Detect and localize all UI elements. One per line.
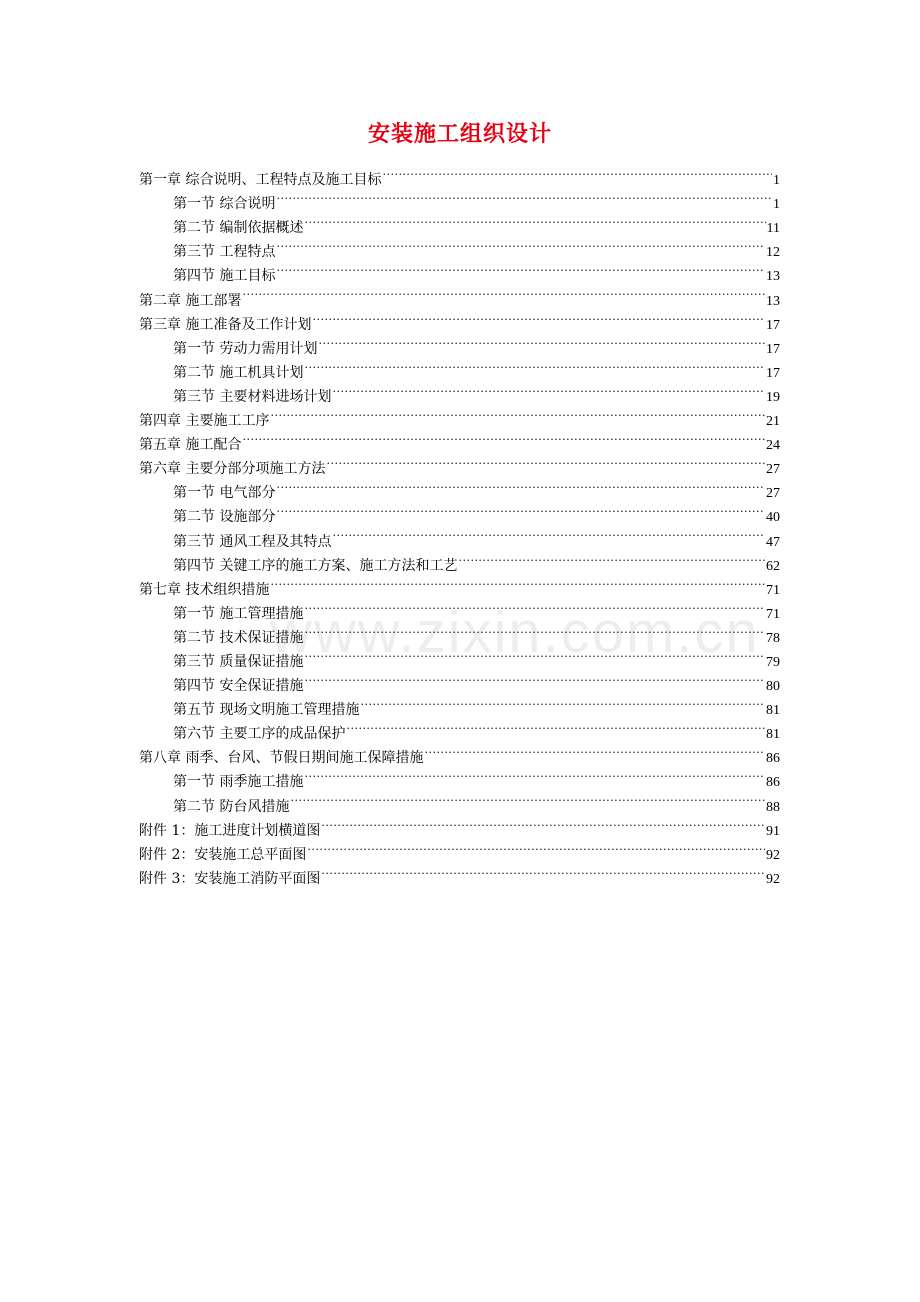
toc-page-number: 1 [773, 197, 780, 213]
toc-entry-title: 附件 3：安装施工消防平面图 [139, 870, 321, 887]
toc-page-number: 81 [766, 703, 780, 719]
toc-page-number: 13 [766, 293, 780, 309]
toc-dot-leader [270, 401, 765, 425]
table-of-contents [139, 160, 780, 887]
toc-page-number: 19 [766, 389, 780, 405]
toc-dot-leader [276, 497, 765, 521]
toc-entry-title: 第一节 雨季施工措施 [173, 774, 304, 791]
toc-chapter-entry[interactable] [139, 160, 780, 189]
toc-entry-title: 第二节 设施部分 [173, 509, 276, 526]
toc-dot-leader [321, 811, 765, 835]
toc-page-number: 91 [766, 823, 780, 839]
toc-entry-title: 第一节 综合说明 [173, 196, 276, 213]
toc-page-number: 79 [766, 654, 780, 670]
toc-page-number: 17 [766, 365, 780, 381]
watermark: www.zixin.com.cn [270, 600, 760, 665]
toc-dot-leader [270, 570, 765, 594]
toc-page-number: 11 [766, 221, 780, 237]
toc-entry-title: 第四章 主要施工工序 [139, 413, 270, 430]
toc-dot-leader [304, 762, 765, 786]
toc-entry-title: 第二节 编制依据概述 [173, 220, 304, 237]
toc-dot-leader [326, 449, 765, 473]
toc-dot-leader [458, 546, 765, 570]
toc-entry-title: 第三章 施工准备及工作计划 [139, 316, 312, 333]
toc-dot-leader [276, 256, 765, 280]
toc-dot-leader [332, 521, 765, 545]
toc-dot-leader [242, 425, 765, 449]
toc-entry-title: 第一节 电气部分 [173, 485, 276, 502]
toc-page-number: 71 [766, 606, 780, 622]
toc-page-number: 27 [766, 486, 780, 502]
toc-entry-title: 第四节 施工目标 [173, 268, 276, 285]
toc-page-number: 86 [766, 775, 780, 791]
toc-page-number: 24 [766, 438, 780, 454]
toc-entry-title: 第七章 技术组织措施 [139, 581, 270, 598]
toc-page-number: 21 [766, 414, 780, 430]
toc-page-number: 40 [766, 510, 780, 526]
toc-page-number: 86 [766, 751, 780, 767]
toc-page-number: 81 [766, 727, 780, 743]
toc-page-number: 12 [766, 245, 780, 261]
toc-entry-title: 第三节 主要材料进场计划 [173, 388, 332, 405]
toc-entry-title: 第五章 施工配合 [139, 437, 242, 454]
toc-page-number: 62 [766, 558, 780, 574]
toc-entry-title: 第一节 施工管理措施 [173, 605, 304, 622]
toc-entry-title: 第二节 技术保证措施 [173, 629, 304, 646]
toc-dot-leader [424, 738, 765, 762]
toc-entry-title: 第四节 关键工序的施工方案、施工方法和工艺 [173, 557, 458, 574]
toc-dot-leader [318, 329, 765, 353]
toc-page-number: 17 [766, 341, 780, 357]
toc-page-number: 80 [766, 679, 780, 695]
toc-dot-leader [346, 714, 765, 738]
toc-dot-leader [360, 690, 765, 714]
toc-dot-leader [304, 353, 765, 377]
toc-dot-leader [304, 642, 765, 666]
toc-entry-title: 附件 1：施工进度计划横道图 [139, 822, 321, 839]
toc-dot-leader [382, 160, 772, 184]
toc-entry-title: 第一章 综合说明、工程特点及施工目标 [139, 172, 382, 189]
toc-entry-title: 第一节 劳动力需用计划 [173, 340, 318, 357]
toc-dot-leader [332, 377, 765, 401]
toc-entry-title: 第六章 主要分部分项施工方法 [139, 461, 326, 478]
toc-entry-title: 第二节 防台风措施 [173, 798, 290, 815]
toc-dot-leader [276, 232, 765, 256]
toc-dot-leader [276, 473, 765, 497]
toc-dot-leader [242, 280, 765, 304]
toc-dot-leader [307, 835, 765, 859]
toc-page-number: 78 [766, 630, 780, 646]
toc-dot-leader [312, 305, 765, 329]
toc-entry-title: 第四节 安全保证措施 [173, 678, 304, 695]
toc-page-number: 71 [766, 582, 780, 598]
toc-entry-title: 附件 2：安装施工总平面图 [139, 846, 307, 863]
toc-entry-title: 第三节 工程特点 [173, 244, 276, 261]
toc-entry-title: 第二章 施工部署 [139, 292, 242, 309]
toc-page-number: 92 [766, 847, 780, 863]
toc-page-number: 92 [766, 871, 780, 887]
toc-page-number: 1 [773, 173, 780, 189]
toc-page-number: 88 [766, 799, 780, 815]
toc-dot-leader [276, 184, 772, 208]
toc-entry-title: 第二节 施工机具计划 [173, 364, 304, 381]
toc-page-number: 47 [766, 534, 780, 550]
toc-entry-title: 第三节 通风工程及其特点 [173, 533, 332, 550]
toc-page-number: 13 [766, 269, 780, 285]
toc-dot-leader [321, 859, 765, 883]
toc-dot-leader [304, 666, 765, 690]
toc-dot-leader [304, 208, 765, 232]
toc-dot-leader [290, 786, 765, 810]
toc-page-number: 17 [766, 317, 780, 333]
toc-dot-leader [304, 594, 765, 618]
document-title: 安装施工组织设计 [367, 122, 552, 147]
toc-page-number: 27 [766, 462, 780, 478]
toc-dot-leader [304, 618, 765, 642]
toc-entry-title: 第五节 现场文明施工管理措施 [173, 702, 360, 719]
toc-entry-title: 第八章 雨季、台风、节假日期间施工保障措施 [139, 750, 424, 767]
toc-entry-title: 第三节 质量保证措施 [173, 653, 304, 670]
toc-entry-title: 第六节 主要工序的成品保护 [173, 726, 346, 743]
